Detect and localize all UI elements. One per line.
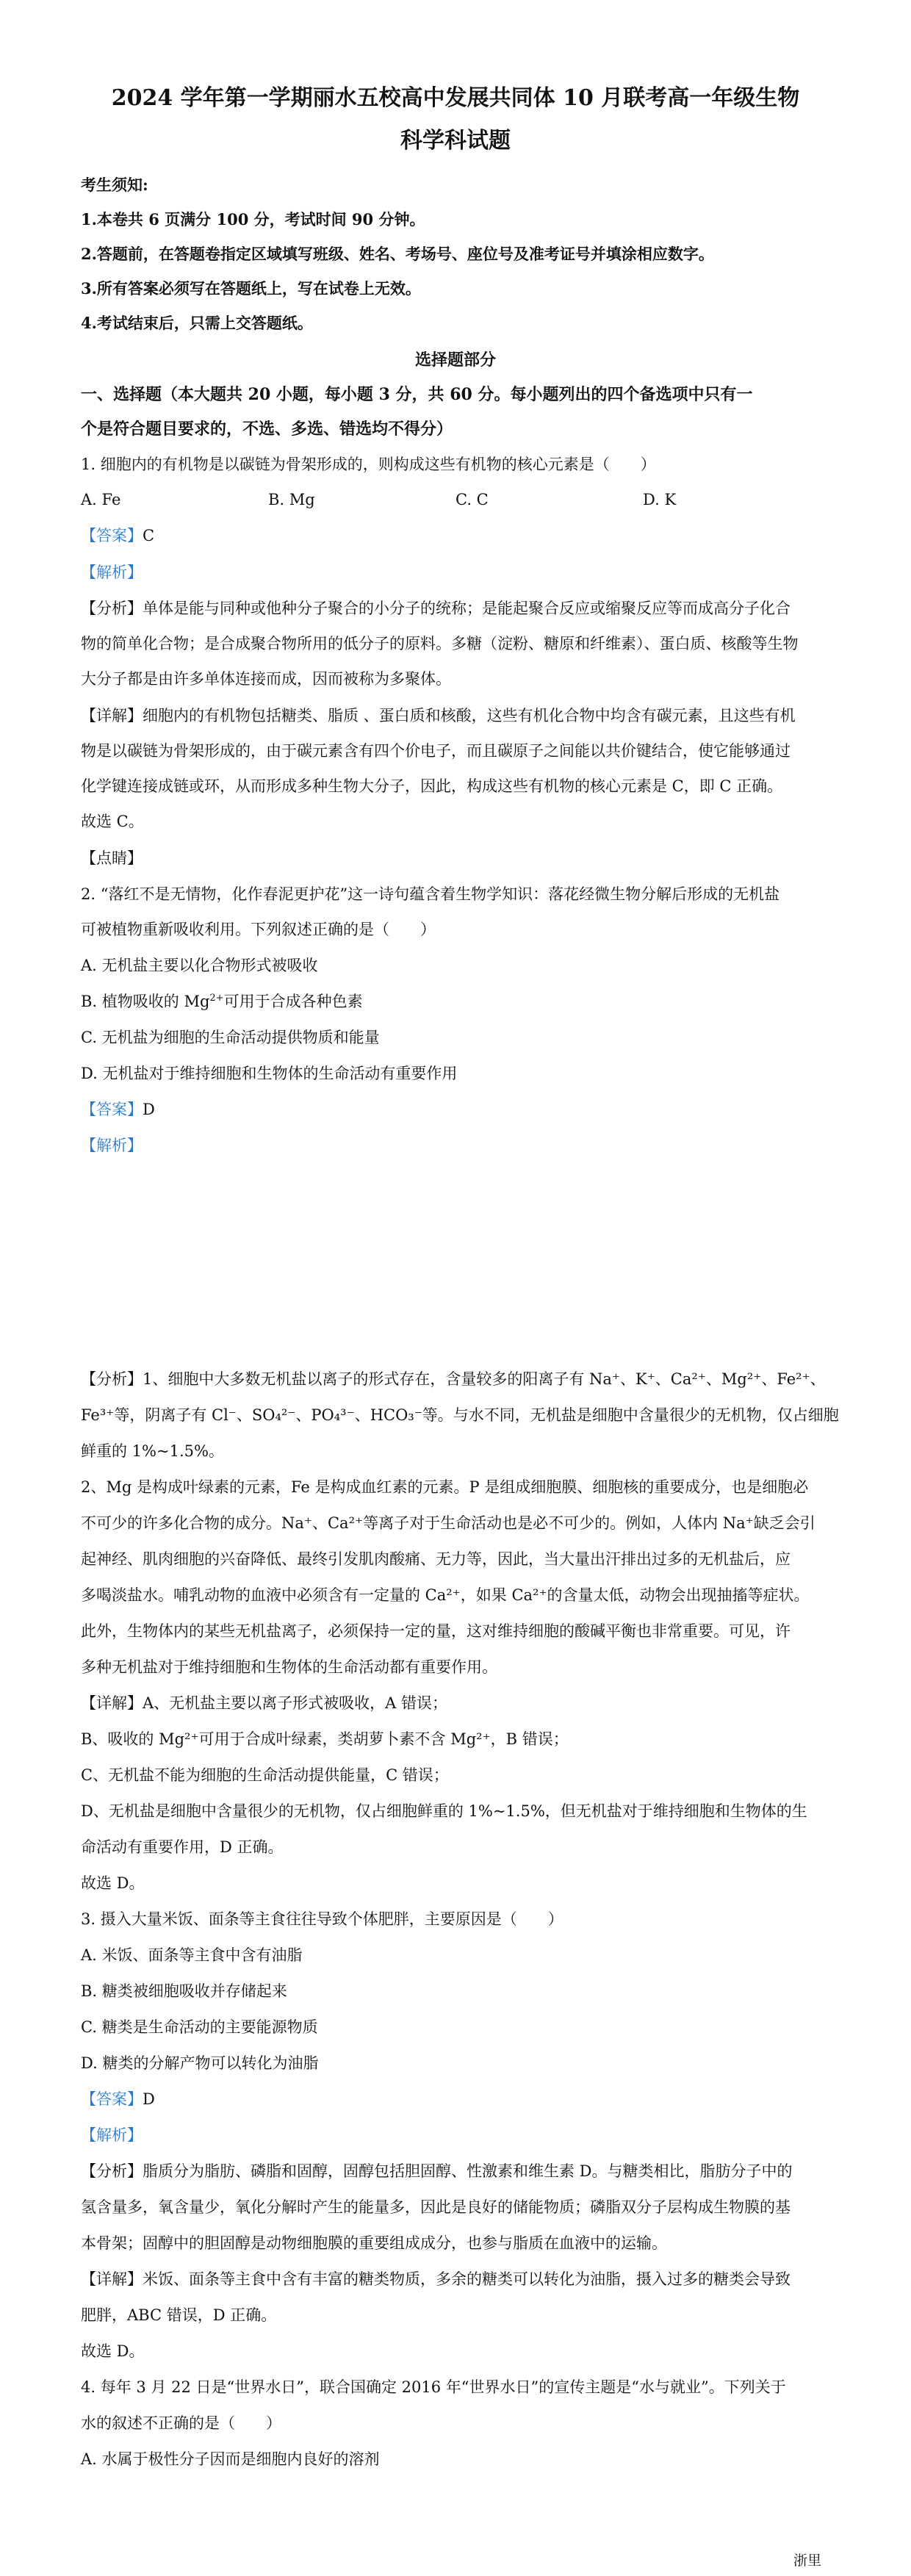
q3-analysis-label: 【解析】 [81, 2126, 143, 2144]
notice-heading: 考生须知: [81, 176, 148, 194]
q1-option-d: D. K [643, 491, 677, 508]
answer-label: 【答案】 [81, 1101, 143, 1118]
q3-option-a: A. 米饭、面条等主食中含有油脂 [81, 1946, 303, 1964]
exam-title-line1: 2024 学年第一学期丽水五校高中发展共同体 10 月联考高一年级生物 [111, 85, 800, 111]
q2-option-d: D. 无机盐对于维持细胞和生物体的生命活动有重要作用 [81, 1065, 458, 1082]
q1-option-a: A. Fe [81, 491, 121, 508]
q3-xiangjie-line2: 肥胖，ABC 错误，D 正确。 [81, 2306, 277, 2324]
q3-option-d: D. 糖类的分解产物可以转化为油脂 [81, 2054, 319, 2072]
q2-xiangjie-line1: 【详解】A、无机盐主要以离子形式被吸收，A 错误； [81, 1694, 448, 1712]
q3-answer-value: D [143, 2090, 155, 2108]
notice-item-1: 1.本卷共 6 页满分 100 分，考试时间 90 分钟。 [81, 210, 425, 229]
answer-label: 【答案】 [81, 527, 143, 544]
footer-watermark: 浙里 [793, 2552, 822, 2569]
q2-option-a: A. 无机盐主要以化合物形式被吸收 [81, 957, 318, 974]
q2-option-b-text: 可用于合成各种色素 [223, 993, 363, 1010]
q1-option-b: B. Mg [268, 491, 315, 508]
q1-xiangjie-line2: 物是以碳链为骨架形成的，由于碳元素含有四个价电子，而且碳原子之间能以共价键结合，使它能够通过 [81, 742, 791, 760]
q2-stem-line2: 可被植物重新吸收利用。下列叙述正确的是（ ） [81, 921, 436, 938]
q1-fenxi-line1: 【分析】单体是能与同种或他种分子聚合的小分子的统称；是能起聚合反应或缩聚反应等而成高分子化合 [81, 600, 791, 617]
q1-fenxi-line2: 物的简单化合物；是合成聚合物所用的低分子的原料。多糖（淀粉、糖原和纤维素）、蛋白质、核酸等生物 [81, 635, 799, 652]
q3-fenxi-line3: 本骨架；固醇中的胆固醇是动物细胞膜的重要组成成分，也参与脂质在血液中的运输。 [81, 2234, 667, 2252]
q2-xiangjie-line5: 命活动有重要作用，D 正确。 [81, 1838, 284, 1856]
q2-analysis-label: 【解析】 [81, 1137, 143, 1154]
q3-conclusion: 故选 D。 [81, 2342, 145, 2360]
q2-xiangjie-line3: C、无机盐不能为细胞的生命活动提供能量，C 错误； [81, 1766, 449, 1784]
q1-fenxi-line3: 大分子都是由许多单体连接而成，因而被称为多聚体。 [81, 670, 451, 688]
q2-fenxi-line1: 【分析】1、细胞中大多数无机盐以离子的形式存在，含量较多的阳离子有 Na⁺、K⁺、Ca²⁺、Mg²⁺、Fe²⁺、 [81, 1370, 826, 1388]
q2-fenxi-line3: 鲜重的 1%~1.5%。 [81, 1442, 224, 1460]
exam-title-line2: 科学科试题 [400, 128, 511, 154]
q2-fenxi-line5: 不可少的许多化合物的成分。Na⁺、Ca²⁺等离子对于生命活动也是必不可少的。例如，人体内 Na⁺缺乏会引 [81, 1514, 815, 1532]
q4-stem-line1: 4. 每年 3 月 22 日是“世界水日”，联合国确定 2016 年“世界水日”的宣传主题是“水与就业”。下列关于 [81, 2378, 786, 2396]
q1-answer [81, 527, 830, 544]
q2-answer [81, 1101, 830, 1118]
q1-option-c: C. C [455, 491, 489, 508]
q1-stem: 1. 细胞内的有机物是以碳链为骨架形成的，则构成这些有机物的核心元素是（ ） [81, 456, 656, 473]
q1-answer-value: C [143, 527, 155, 544]
q1-xiangjie-line3: 化学键连接成链或环，从而形成多种生物大分子，因此，构成这些有机物的核心元素是 C，即 C 正确。 [81, 777, 783, 795]
section-title: 选择题部分 [414, 350, 496, 370]
q2-option-b-prefix: B. 植物吸收的 Mg [81, 993, 210, 1010]
q2-option-b: B. 植物吸收的 $Mg^{2+}$可用于合成各种色素 [81, 993, 363, 1010]
q3-fenxi-line2: 氢含量多，氧含量少，氧化分解时产生的能量多，因此是良好的储能物质；磷脂双分子层构成生物膜的基 [81, 2198, 791, 2216]
q2-xiangjie-line4: D、无机盐是细胞中含量很少的无机物，仅占细胞鲜重的 1%~1.5%，但无机盐对于维持细胞和生物体的生 [81, 1802, 807, 1820]
part-heading-line2: 个是符合题目要求的，不选、多选、错选均不得分） [81, 420, 453, 439]
q1-comment-label: 【点睛】 [81, 849, 143, 867]
q2-fenxi-line7: 多喝淡盐水。哺乳动物的血液中必须含有一定量的 Ca²⁺，如果 Ca²⁺的含量太低，动物会出现抽搐等症状。 [81, 1586, 810, 1604]
notice-item-2: 2.答题前，在答题卷指定区域填写班级、姓名、考场号、座位号及准考证号并填涂相应数字。 [81, 245, 714, 263]
q2-fenxi-line4: 2、Mg 是构成叶绿素的元素，Fe 是构成血红素的元素。P 是组成细胞膜、细胞核的重要成分，也是细胞必 [81, 1478, 809, 1496]
q3-option-c: C. 糖类是生命活动的主要能源物质 [81, 2018, 318, 2036]
answer-label: 【答案】 [81, 2090, 143, 2108]
q3-xiangjie-line1: 【详解】米饭、面条等主食中含有丰富的糖类物质，多余的糖类可以转化为油脂，摄入过多的糖类会导致 [81, 2270, 791, 2288]
q1-options [81, 491, 830, 508]
q2-stem-line1: 2. “落红不是无情物，化作春泥更护花”这一诗句蕴含着生物学知识：落花经微生物分解后形成的无机盐 [81, 885, 780, 903]
q2-fenxi-line2: Fe³⁺等，阴离子有 Cl⁻、SO₄²⁻、PO₄³⁻、HCO₃⁻等。与水不同，无机盐是细胞中含量很少的无机物，仅占细胞 [81, 1406, 839, 1424]
q2-option-c: C. 无机盐为细胞的生命活动提供物质和能量 [81, 1029, 380, 1046]
q2-fenxi-line6: 起神经、肌肉细胞的兴奋降低、最终引发肌肉酸痛、无力等，因此，当大量出汗排出过多的无机盐后，应 [81, 1550, 791, 1568]
q3-option-b: B. 糖类被细胞吸收并存储起来 [81, 1982, 287, 2000]
q3-stem: 3. 摄入大量米饭、面条等主食往往导致个体肥胖，主要原因是（ ） [81, 1910, 563, 1928]
q2-answer-value: D [143, 1101, 155, 1118]
q1-xiangjie-line1: 【详解】细胞内的有机物包括糖类、脂质 、蛋白质和核酸，这些有机化合物中均含有碳元素，且这些有机 [81, 707, 796, 724]
q2-conclusion: 故选 D。 [81, 1874, 145, 1892]
notice-item-3: 3.所有答案必须写在答题纸上，写在试卷上无效。 [81, 279, 421, 298]
q2-fenxi-line9: 多种无机盐对于维持细胞和生物体的生命活动都有重要作用。 [81, 1658, 497, 1676]
q3-fenxi-line1: 【分析】脂质分为脂肪、磷脂和固醇，固醇包括胆固醇、性激素和维生素 D。与糖类相比，脂肪分子中的 [81, 2162, 793, 2180]
q3-answer [81, 2090, 830, 2108]
q2-xiangjie-line2: B、吸收的 Mg²⁺可用于合成叶绿素，类胡萝卜素不含 Mg²⁺，B 错误； [81, 1730, 569, 1748]
part-heading-line1: 一、选择题（本大题共 20 小题，每小题 3 分，共 60 分。每小题列出的四个备选项中只有一 [81, 385, 753, 404]
notice-item-4: 4.考试结束后，只需上交答题纸。 [81, 314, 313, 332]
q1-conclusion: 故选 C。 [81, 813, 144, 830]
q2-fenxi-line8: 此外，生物体内的某些无机盐离子，必须保持一定的量，这对维持细胞的酸碱平衡也非常重要。可见，许 [81, 1622, 791, 1640]
q4-stem-line2: 水的叙述不正确的是（ ） [81, 2414, 281, 2432]
q1-analysis-label: 【解析】 [81, 564, 143, 581]
q4-option-a: A. 水属于极性分子因而是细胞内良好的溶剂 [81, 2450, 380, 2468]
